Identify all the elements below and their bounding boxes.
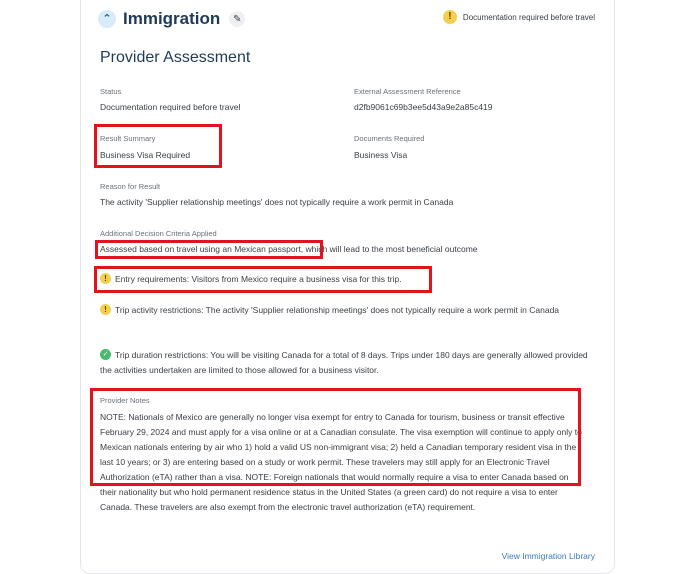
criteria-value: Assessed based on travel using an Mexican passport, which will lead to the most beneficial outcome xyxy=(100,244,478,254)
provider-assessment-heading: Provider Assessment xyxy=(100,49,251,66)
provider-notes-text: NOTE: Nationals of Mexico are generally no longer visa exempt for entry to Canada for tourism, business or transit effective February 29, 2024 and must apply for a visa online or at a Canadian consulate. The visa exemption will continue to apply only to Mexican nationals entering by air who 1) hold a valid US non-immigrant visa; 2) held a Canadian temporary resident visa in the last 10 years; or 3) are entering based on a study or work permit. These travelers may still apply for an Electronic Travel Authorization (eTA) rather than a visa. NOTE: Foreign nationals that would normally require a visa to enter Canada based on their nationality but who hold permanent residence status in the United States (a green card) do not require a visa to enter Canada. These travelers are also exempt from the electronic travel authorization (eTA) requirement. xyxy=(100,412,582,512)
trip-activity-text: Trip activity restrictions: The activity 'Supplier relationship meetings' does not typically require a work permit in Canada xyxy=(115,305,560,315)
external-ref-value: d2fb9061c69b3ee5d43a9e2a85c419 xyxy=(354,102,493,112)
status-value: Documentation required before travel xyxy=(100,102,241,112)
check-circle-icon: ✓ xyxy=(100,349,111,360)
entry-requirement-text: Entry requirements: Visitors from Mexico require a business visa for this trip. xyxy=(115,274,402,284)
result-summary-value: Business Visa Required xyxy=(100,150,191,160)
trip-activity-restriction xyxy=(100,303,584,318)
section-header xyxy=(98,8,245,30)
section-title: Immigration xyxy=(123,9,221,28)
warning-icon: ! xyxy=(100,273,111,284)
result-summary-label: Result Summary xyxy=(100,134,156,143)
reason-value: The activity 'Supplier relationship meetings' does not typically require a work permit in Canada xyxy=(100,197,454,207)
trip-duration-text: Trip duration restrictions: You will be visiting Canada for a total of 8 days. Trips under 180 days are generally allowed provided the activities undertaken are limited to those allowed for a business visitor. xyxy=(100,350,588,375)
documents-required-value: Business Visa xyxy=(354,150,408,160)
view-immigration-library-link[interactable]: View Immigration Library xyxy=(501,551,595,561)
external-ref-label: External Assessment Reference xyxy=(354,87,461,96)
header-status xyxy=(443,10,595,24)
provider-notes-label: Provider Notes xyxy=(100,396,150,405)
status-label: Status xyxy=(100,87,122,96)
warning-icon: ! xyxy=(100,304,111,315)
entry-requirement xyxy=(100,272,584,287)
header-status-text: Documentation required before travel xyxy=(462,12,595,22)
immigration-card xyxy=(80,0,615,574)
pencil-icon[interactable]: ✎ xyxy=(229,11,245,27)
reason-label: Reason for Result xyxy=(100,182,161,191)
chevron-up-icon[interactable]: ⌃ xyxy=(98,10,116,28)
documents-required-label: Documents Required xyxy=(354,134,425,143)
criteria-label: Additional Decision Criteria Applied xyxy=(100,229,217,238)
warning-icon: ! xyxy=(443,10,457,24)
trip-duration-restriction xyxy=(100,348,594,378)
